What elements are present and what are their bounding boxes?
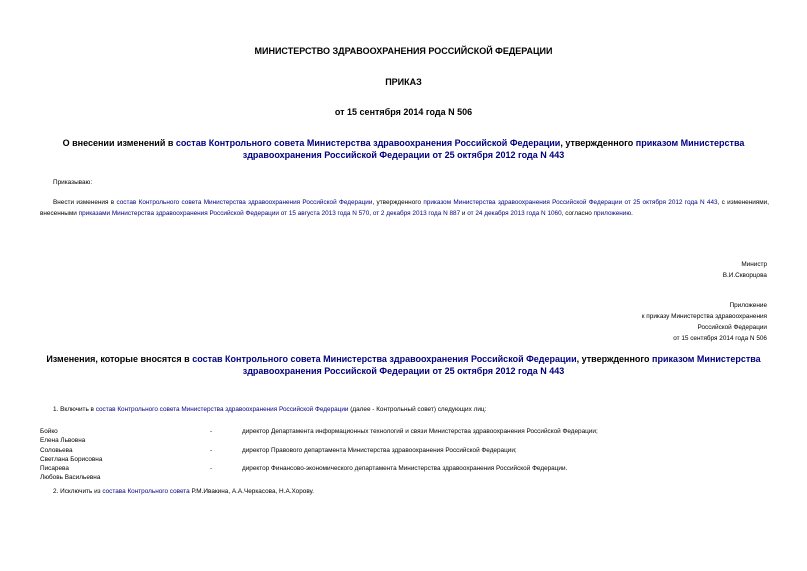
title-link-council[interactable]: состав Контрольного совета Министерства здравоохранения Российской Федерации [175,138,561,148]
appendix-line-2: к приказу Министерства здравоохранения [641,313,767,320]
changes-link-order[interactable]: приказом Министерства здравоохранения Российской Федерации от 25 октября 2012 года N 443 [242,354,761,376]
body-link-order-570[interactable]: приказами Министерства здравоохранения Российской Федерации от 15 августа 2013 года N 570 [78,210,370,217]
item2-text-1: 2. Исключить из [53,488,103,495]
item1-text-2: (далее - Контрольный совет) следующих лиц: [348,406,487,413]
body-text-2: , утвержденного [372,199,424,206]
member-given-name: Любовь Васильевна [40,474,101,481]
ministry-title: МИНИСТЕРСТВО ЗДРАВООХРАНЕНИЯ РОССИЙСКОЙ ФЕДЕРАЦИИ [254,46,553,56]
item2-link-council[interactable]: состава Контрольного совета [102,488,190,495]
member-dash: - [210,447,213,454]
member-surname: Соловьева [40,447,73,454]
item2-text-2: Р.М.Ивакина, А.А.Черкасова, Н.А.Хорову. [189,488,314,495]
body-link-order-887[interactable]: от 2 декабря 2013 года N 887 [372,210,461,217]
body-link-appendix[interactable]: приложению [593,210,632,217]
changes-link-council[interactable]: состав Контрольного совета Министерства здравоохранения Российской Федерации [192,354,577,364]
member-given-name: Елена Львовна [40,437,86,444]
body-text-4: , [369,210,373,217]
body-link-council[interactable]: состав Контрольного совета Министерства здравоохранения Российской Федерации [116,199,373,206]
changes-text-1: Изменения, которые вносятся в [46,354,193,364]
changes-text-2: , утвержденного [576,354,653,364]
document-title [40,137,767,161]
order-word: Приказываю: [53,179,93,186]
member-given-name: Светлана Борисовна [40,456,103,463]
signature-name: В.И.Скворцова [722,272,767,279]
member-surname: Бойко [40,428,58,435]
body-text-6: , согласно [561,210,594,217]
item-1 [53,404,486,415]
changes-title [40,353,767,377]
appendix-line-1: Приложение [729,302,767,309]
title-text-2: , утвержденного [560,138,636,148]
body-paragraph [40,197,769,219]
body-text-7: . [631,210,633,217]
appendix-line-4: от 15 сентября 2014 года N 506 [673,335,767,342]
member-role: директор Финансово-экономического департамента Министерства здравоохранения Российской Федерации. [242,465,568,472]
item1-text-1: 1. Включить в [53,406,96,413]
appendix-line-3: Российской Федерации [697,324,767,331]
member-dash: - [210,428,213,435]
title-link-order[interactable]: приказом Министерства здравоохранения Российской Федерации от 25 октября 2012 года N 443 [242,138,745,160]
item1-link-council[interactable]: состав Контрольного совета Министерства здравоохранения Российской Федерации [95,406,349,413]
body-link-order-1060[interactable]: от 24 декабря 2013 года N 1060 [467,210,562,217]
body-text-3: , с изменениями, внесенными [40,199,769,217]
body-text-1: Внести изменения в [53,199,117,206]
member-dash: - [210,465,213,472]
member-role: директор Правового департамента Министерства здравоохранения Российской Федерации; [242,447,517,454]
title-text-1: О внесении изменений в [62,138,176,148]
member-role: директор Департамента информационных технологий и связи Министерства здравоохранения Российской Федерации; [242,428,598,435]
item-2 [53,486,314,497]
doc-date: от 15 сентября 2014 года N 506 [334,107,473,117]
signature-position: Министр [741,261,767,268]
body-text-5: и [460,210,468,217]
body-link-order-443[interactable]: приказом Министерства здравоохранения Российской Федерации от 25 октября 2012 года N 443 [423,199,718,206]
doc-type: ПРИКАЗ [385,77,422,87]
member-surname: Писарева [40,465,69,472]
